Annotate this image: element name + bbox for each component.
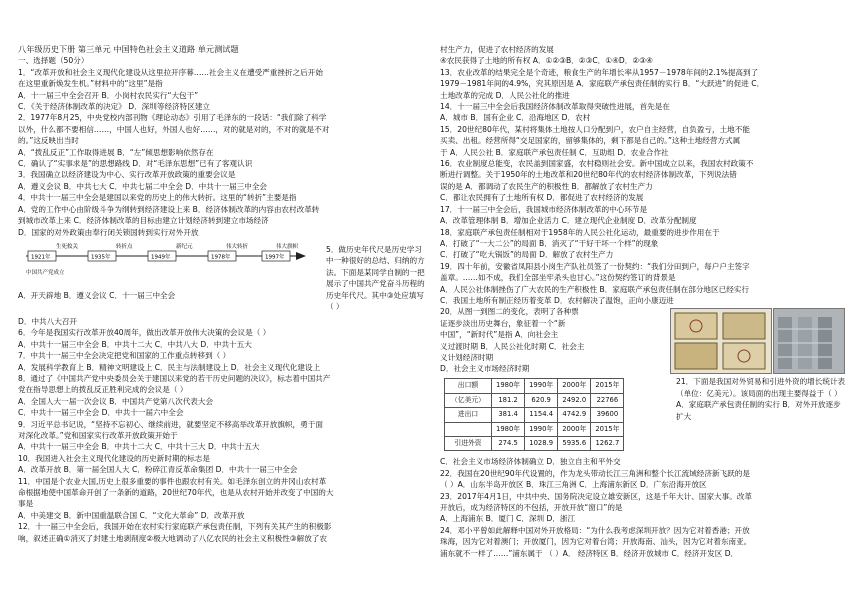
question-line: 在这里重新焕发生机。”材料中的“这里”是指	[18, 79, 163, 89]
timeline-arrow	[296, 252, 306, 260]
table-cell: 22766	[591, 393, 624, 407]
table-cell: （亿美元）	[445, 393, 492, 407]
q5-side-text: 5．做历史年代尺是历史学习中一种很好的总结、归纳的方法。下面是某同学自制的一把展示了中国共产党奋斗历程的历史年代尺。其中③处应填写（ ）	[326, 244, 425, 311]
question-line: A．“拨乱反正”工作取得进展 B．“左”倾思想影响依然存在	[18, 147, 214, 157]
question-line: D．社会主义市场经济时期	[440, 364, 530, 374]
question-line: 盖章。……如不成，我们全部坐牢杀头也甘心。”这份契约签订的背景是	[440, 273, 676, 283]
question-line: 到城市改革上来 C．经济体制改革的目标由建立计划经济转到建立市场经济	[18, 216, 269, 226]
table-cell: 出口额	[445, 379, 492, 393]
question-line: A．发展科学教育上 B．精神文明建设上 C．民主与法制建设上 D．社会主义现代化建设上	[18, 362, 321, 372]
question-line: （ ）A．山东半岛开放区 B．珠江三角洲 C．上海浦东新区 D．广东沿海开放区	[440, 480, 707, 490]
question-line: A．全国人大一届一次会议 B．中国共产党第八次代表大会	[18, 396, 214, 406]
table-cell: 1980年	[492, 422, 525, 436]
q21-text: 21．下面是我国对外贸易和引进外资的增长统计表（单位：亿美元）。该局面的出现主要得益于（ ）A．家庭联产承包责任制的实行 B．对外开放逐步扩大	[676, 377, 846, 421]
table-cell: 4742.9	[558, 408, 591, 422]
right-column	[440, 44, 845, 559]
table-row	[445, 408, 624, 422]
question-line: A．中共十一届三中全会 B．中共十二大 C．中共十三大 D．中共十五大	[18, 442, 260, 452]
question-line: 6．今年是我国实行改革开放40周年，做出改革开放伟大决策的会议是（ ）	[18, 328, 271, 338]
question-line: 党在指导思想上的拨乱反正胜利完成的会议是（ ）	[18, 385, 188, 395]
question-line: 15．20世纪80年代，某村将集体土地按人口分配到户，农户自主经营，自负盈亏，土地不能	[440, 124, 750, 134]
timeline-year: 1935年	[91, 254, 111, 261]
table-cell: 1028.9	[525, 436, 558, 450]
table-cell: 181.2	[492, 393, 525, 407]
question-line: C．中共十一届三中全会 D．中共十一届六中全会	[18, 408, 184, 418]
table-row	[445, 379, 624, 393]
question-line: 20．从图一到图二的变化，表明了各种票	[440, 307, 579, 317]
table-row	[445, 436, 624, 450]
question-line: ④农民获得了土地的所有权 A．①②③B．②③C．①④D．②③④	[440, 56, 653, 66]
question-line: 响，叙述正确①消灭了封建土地剥削度②极大地调动了八亿农民的社会主义积极性③解放了农	[18, 533, 327, 543]
table-cell: 2015年	[591, 379, 624, 393]
question-line: 16．农业制度总能变，农民盖到国家盛，农村稳则社会安。新中国成立以来，我国农村政策不	[440, 159, 754, 169]
question-line: A．上海浦东 B．厦门 C．深圳 D．浙江	[440, 514, 576, 524]
question-line: C．《关于经济体制改革的决定》 D．深圳等经济特区建立	[18, 102, 211, 112]
question-line: 买卖、出租。经营所得“交足国家的，留够集体的，剩下都是自己的。”这种土地经营方式属	[440, 136, 741, 146]
page-title: 八年级历史下册 第三单元 中国特色社会主义道路 单元测试题	[18, 44, 239, 54]
table-cell: 1990年	[525, 422, 558, 436]
timeline-year: 1997年	[265, 254, 285, 261]
questions-block-bottom	[18, 316, 426, 544]
question-line: C．我国土地所有制正经历着变革 D．农村解决了温饱，正向小康迈进	[440, 295, 674, 305]
left-column	[18, 44, 426, 544]
timeline-caption: 中国共产党成立	[26, 269, 65, 276]
table-cell: 2000年	[558, 422, 591, 436]
question-line: C．打破了“吃大锅饭”的局面 D．解放了农村生产力	[440, 250, 614, 260]
trade-statistics-table	[444, 378, 624, 451]
question-line: 19．四十年前，安徽省凤阳县小岗生产队社员签了一份契约：“我们分田到户，每户户主签字	[440, 261, 750, 271]
question-line: 浦东就不一样了……”浦东属于 （ ）A． 经济特区 B．经济开放城市 C．经济开发区 D．	[440, 548, 739, 558]
questions-block-right-top	[440, 44, 845, 306]
question-line: 误的是 A．都调动了农民生产的积极性 B．都解放了农村生产力	[440, 181, 653, 191]
question-line: A．人民公社体制挫伤了广大农民的生产积极性 B．家庭联产承包责任制在部分地区已经实行	[440, 284, 749, 294]
question-line: 2．1977年8月25，中央党校内部刊物《理论动态》引用了毛泽东的一段话：“我们除了科学	[18, 113, 327, 123]
question-line: 土地改革的完成 D．人民公社化的推进	[440, 90, 570, 100]
question-line: A．中共十一届三中全会 B．中共十二大 C．中共八大 D．中共十五大	[18, 339, 252, 349]
question-line: 珠海，因为它对着澳门；开放厦门，因为它对着台湾；开放海南、汕头，因为它对着东南亚。	[440, 537, 752, 547]
question-line: A．城市 B．国有企业 C．沿海地区 D．农村	[440, 113, 591, 123]
question-line: 4．中共十一届三中全会是建国以来党的历史上的伟大转折。这里的“转折”主要是指	[18, 193, 297, 203]
question-line: C．都让农民拥有了土地所有权 D．都促进了农村经济的发展	[440, 193, 644, 203]
table-cell: 2492.0	[558, 393, 591, 407]
question-line: 开放后，成为经济特区的不包括，开放开放“窗口”的是	[440, 502, 623, 512]
question-line: D．中共八大召开	[18, 316, 78, 326]
question-line: A．改革开放 B．第一届全国人大 C．粉碎江青反革命集团 D．中共十一届三中全会	[18, 465, 298, 475]
timeline-event: 伟大转折	[226, 243, 249, 250]
question-line: 1979－1981年间的4.9%，究其原因是 A．家庭联产承包责任制的实行 B．“大跃进”的促进 C．	[440, 79, 765, 89]
table-cell: 引进外资	[445, 436, 492, 450]
question-line: 命根据地使中国革命开创了一条新的道路，20世纪70年代，也是从农村开始并改变了中国的大	[18, 488, 334, 497]
ration-coupon-image	[670, 308, 772, 374]
question-line: A．党的工作中心由阶级斗争为纲转到经济建设上来 B．经济体制改革的内容由农村改革转	[18, 204, 320, 214]
question-line: 7．中共十一届三中全会决定把党和国家的工作重点转移到（ ）	[18, 351, 231, 361]
table-cell: 381.4	[492, 408, 525, 422]
question-line: 9．习近平总书记说，“坚持不忘初心、继续前进，就要坚定不移高举改革开放旗帜，勇于面	[18, 419, 323, 429]
table-cell: 5935.6	[558, 436, 591, 450]
question-line: 23．2017年4月1日，中共中央、国务院决定设立雄安新区，这是千年大计、国家大事。改革	[440, 491, 753, 501]
question-line: 22．我国在20世纪90年代设置的，作为龙头带动长江三角洲和整个长江流域经济新飞跃的是	[440, 468, 750, 478]
question-line: 3．我国确立以经济建设为中心、实行改革开放政策的重要会议是	[18, 170, 236, 180]
question-line: 24．邓小平曾如此解释中国对外开放格局：“为什么我考虑深圳开放？因为它对着香港；开放	[440, 525, 750, 535]
q20-text	[440, 306, 662, 374]
question-line: 对深化改革。”党和国家实行改革开放政策开始于	[18, 430, 178, 440]
q21-block	[440, 376, 845, 456]
table-row	[445, 422, 624, 436]
table-cell: 1154.4	[525, 408, 558, 422]
timeline-event: 转折点	[116, 243, 133, 250]
question-line: A．遵义会议 B．中共七大 C．中共七届二中全会 D．中共十一届三中全会	[18, 181, 268, 191]
table-cell: 1990年	[525, 379, 558, 393]
question-line: 村生产力，促进了农村经济的发展	[440, 45, 554, 54]
table-cell	[445, 422, 492, 436]
question-line: 13．农业改革的结果完全是个奇迹，粮食生产的年增长率从1957－1978年间的2.1%提高到了	[440, 67, 759, 77]
question-line: 11．中国是个农业大国,历史上很多重要的事件也跟农村有关。如毛泽东创立的井冈山农村革	[18, 476, 327, 486]
question-line: A．改革管理体制 B．增加企业活力 C．建立现代企业制度 D．改革分配制度	[440, 216, 697, 226]
table-cell: 2015年	[591, 422, 624, 436]
table-cell: 进出口	[445, 408, 492, 422]
timeline-event: 新纪元	[176, 243, 193, 250]
timeline-event: 生死攸关	[56, 243, 79, 250]
table-cell: 1980年	[492, 379, 525, 393]
questions-block-right-bottom	[440, 456, 845, 559]
question-line: 的。”这反映出当时	[18, 136, 79, 146]
question-line: 义计划经济时期	[440, 352, 494, 362]
question-line: D．国家的对外政策由奉行闭关锁国转到实行对外开放	[18, 227, 199, 237]
question-line: 义过渡时期 B．人民公社化时期 C．社会主	[440, 341, 585, 351]
table-cell: 274.5	[492, 436, 525, 450]
question-line: C．社会主义市场经济体制确立 D．独立自主和平外交	[440, 457, 621, 467]
q5-timeline-block	[18, 238, 426, 316]
question-line: A．十一届三中全会召开 B．小岗村农民实行“大包干”	[18, 90, 199, 100]
supermarket-image	[773, 308, 845, 374]
question-line: 17．十一届三中全会后，我国城市经济体制改革的中心环节是	[440, 204, 648, 214]
question-line: 中国”，“新时代”是指 A．向社会主	[440, 330, 559, 340]
table-cell: 620.9	[525, 393, 558, 407]
history-timeline	[26, 242, 318, 282]
timeline-year: 1978年	[211, 254, 231, 261]
timeline-year: 1949年	[151, 254, 171, 261]
question-line: 18．家庭联产承包责任制相对于1958年的人民公社化运动，最重要的进步作用在于	[440, 227, 720, 237]
q5-options: A．开天辟地 B．遵义会议 C．十一届三中全会	[18, 290, 176, 300]
question-line: A．打破了“一大二公”的局面 B．消灭了“干好干坏一个样”的现象	[440, 238, 659, 248]
question-line: 以外，什么都不要相信……，中国人也好，外国人也好……，对的就是对的，不对的就是不对	[18, 124, 330, 134]
table-cell: 39600	[591, 408, 624, 422]
q20-block	[440, 306, 845, 376]
question-line: 10．我国进入社会主义现代化建设的历史新时期的标志是	[18, 453, 210, 463]
question-line: 12．十一届三中全会后，我国开始在农村实行家庭联产承包责任制，下列有关其产生的积极影	[18, 522, 332, 532]
question-line: 8．通过了《中国共产党中央委员会关于建国以来党的若干历史问题的决议》，标志着中国共产	[18, 373, 331, 383]
timeline-year: 1921年	[31, 254, 51, 261]
table-row	[445, 393, 624, 407]
question-line: C．确认了“实事求是”的思想路线 D．对“毛泽东思想”已有了客观认识	[18, 159, 253, 169]
timeline-event: 伟大旗帜	[276, 243, 299, 250]
question-line: 1．“改革开放和社会主义现代化建设从这里拉开序幕……社会主义在遭受严重挫折之后开始	[18, 67, 323, 77]
table-cell: 2000年	[558, 379, 591, 393]
questions-block-top	[18, 67, 426, 238]
question-line: 事是	[18, 499, 34, 509]
question-line: 于 A．人民公社 B．家庭联产承包责任制 C．互助组 D．农业合作社	[440, 147, 669, 157]
section-heading: 一、选择题（50分）	[18, 56, 89, 66]
question-line: 证逐步淡出历史舞台，象征着一个“新	[440, 318, 566, 328]
question-line: A．中美建交 B．新中国重温联合国 C．“文化大革命” D．改革开放	[18, 510, 245, 520]
table-cell: 1262.7	[591, 436, 624, 450]
question-line: 14．十一届三中全会后我国经济体制改革取得突破性进展，首先是在	[440, 102, 670, 112]
question-line: 断进行调整。关于1950年的土地改革和20世纪80年代的农村经济体制改革，下列说法错	[440, 170, 737, 180]
